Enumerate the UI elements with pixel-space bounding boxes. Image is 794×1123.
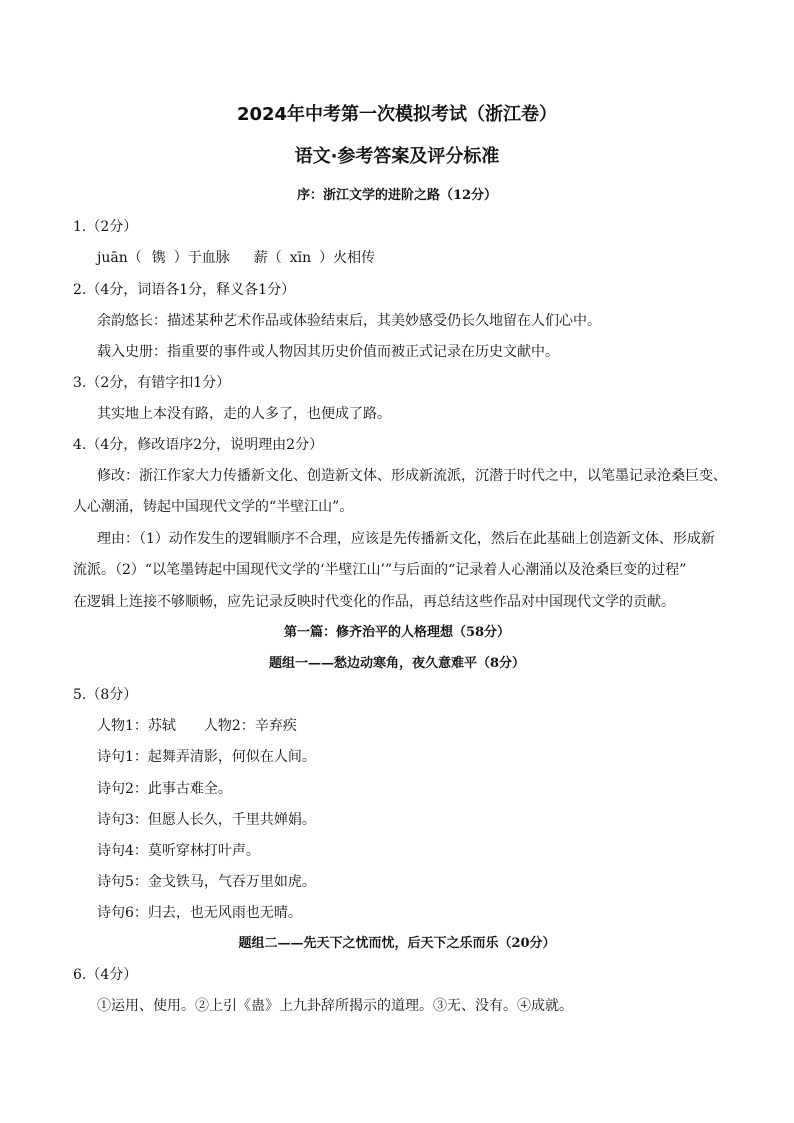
document-title: 2024年中考第一次模拟考试（浙江卷） [236, 104, 558, 125]
section-heading-part-1: 第一篇：修齐治平的人格理想（58分） [283, 625, 511, 640]
question-5-poem-line: 诗句3：但愿人长久，千里共婵娟。 [97, 812, 316, 828]
question-1-label: 1.（2分） [73, 219, 138, 235]
question-5-people: 人物1：苏轼 人物2：辛弃疾 [97, 718, 297, 734]
question-1-answer [97, 248, 375, 268]
question-5-poem-line: 诗句5：金戈铁马，气吞万里如虎。 [97, 874, 316, 890]
question-5-poem-line: 诗句4：莫听穿林打叶声。 [97, 843, 260, 859]
char-1: 镌 [151, 250, 166, 266]
question-4-line-4: 流派。（2）“以笔墨铸起中国现代文学的‘半壁江山’”与后面的“记录着人心潮涌以及沧桑巨变的过程” [73, 562, 687, 578]
question-2-line-1: 余韵悠长：描述某种艺术作品或体验结束后，其美妙感受仍长久地留在人们心中。 [97, 313, 601, 329]
word-1-suffix: ）于血脉 [173, 250, 230, 266]
question-4-line-5: 在逻辑上连接不够顺畅，应先记录反映时代变化的作品，再总结这些作品对中国现代文学的贡献。 [73, 594, 675, 610]
question-5-poem-line: 诗句6：归去，也无风雨也无晴。 [97, 905, 302, 921]
question-4-line-2: 人心潮涌，铸起中国现代文学的“半壁江山”。 [73, 499, 354, 515]
pinyin-1: juān [97, 250, 128, 266]
question-6-label: 6.（4分） [73, 967, 138, 983]
question-3-label: 3.（2分，有错字扣1分） [73, 375, 231, 391]
question-4-line-1: 修改：浙江作家大力传播新文化、创造新文体、形成新流派，沉潜于时代之中，以笔墨记录沧桑巨变、 [97, 468, 727, 484]
question-4-label: 4.（4分，修改语序2分，说明理由2分） [73, 437, 324, 453]
question-5-poem-line: 诗句2：此事古难全。 [97, 781, 232, 797]
document-subtitle: 语文·参考答案及评分标准 [294, 146, 500, 167]
question-6-line-1: ①运用、使用。②上引《蛊》上九卦辞所揭示的道理。③无、没有。④成就。 [97, 998, 573, 1014]
paren-open-1: （ [127, 250, 142, 266]
word-2-suffix: ）火相传 [319, 250, 376, 266]
section-heading-preface: 序：浙江文学的进阶之路（12分） [296, 188, 498, 203]
question-3-line-1: 其实地上本没有路，走的人多了，也便成了路。 [97, 406, 391, 422]
question-5-poem-line: 诗句1：起舞弄清影，何似在人间。 [97, 749, 316, 765]
word-2-prefix: 薪（ [253, 250, 282, 266]
question-4-line-3: 理由：（1）动作发生的逻辑顺序不合理，应该是先传播新文化，然后在此基础上创造新文体、形成新 [97, 531, 715, 547]
question-2-label: 2.（4分，词语各1分，释义各1分） [73, 282, 296, 298]
question-5-label: 5.（8分） [73, 687, 138, 703]
pinyin-2: xīn [289, 250, 312, 266]
section-heading-group-2: 题组二——先天下之忧而忧，后天下之乐而乐（20分） [238, 936, 556, 951]
section-heading-group-1: 题组一——愁边动寒角，夜久意难平（8分） [268, 656, 526, 671]
question-2-line-2: 载入史册：指重要的事件或人物因其历史价值而被正式记录在历史文献中。 [97, 344, 559, 360]
